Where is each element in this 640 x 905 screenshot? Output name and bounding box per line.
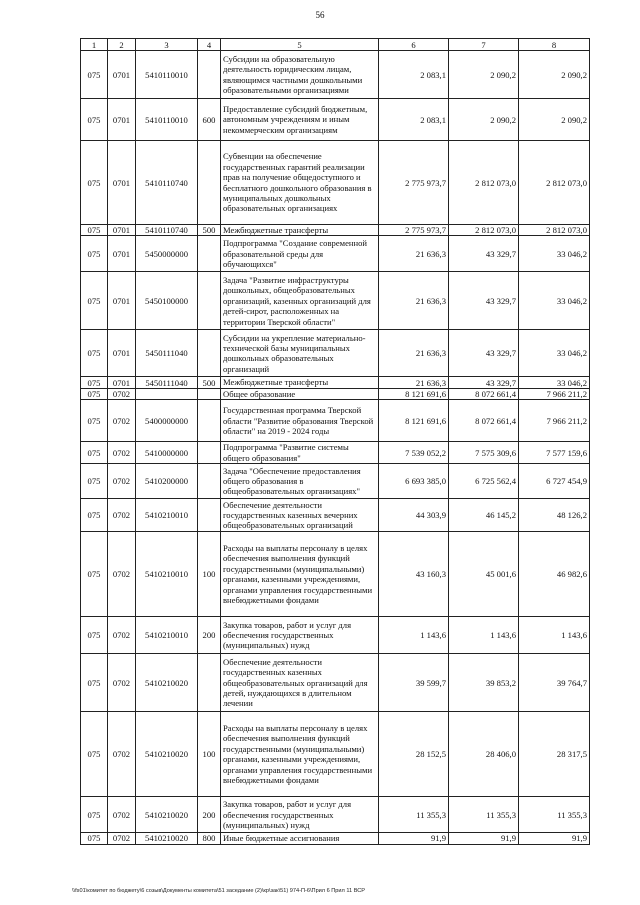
cell-section: 0701 (108, 330, 136, 377)
cell-section: 0702 (108, 654, 136, 712)
file-path-footer: \\fs01\комитет по бюджету\6 созыв\Документы комитета\51 заседание (2)\кр\зак\51) 974-П-6\Прил 6 Прил 11 ВСР (72, 888, 366, 894)
cell-ministry: 075 (81, 532, 108, 617)
cell-amount-year1: 21 636,3 (379, 377, 449, 388)
cell-amount-year2: 2 090,2 (449, 99, 519, 141)
cell-description: Субвенции на обеспечение государственных гарантий реализации прав на получение общедоступного и бесплатного дошкольного образования в муниципальных дошкольных образовательных организациях (221, 141, 379, 225)
table-row (81, 499, 590, 532)
cell-amount-year3: 33 046,2 (519, 272, 590, 330)
cell-amount-year2: 6 725 562,4 (449, 464, 519, 499)
table-row (81, 797, 590, 833)
cell-amount-year1: 8 121 691,6 (379, 400, 449, 442)
cell-ministry: 075 (81, 272, 108, 330)
cell-amount-year1: 91,9 (379, 833, 449, 844)
cell-section: 0702 (108, 499, 136, 532)
cell-description: Межбюджетные трансферты (221, 377, 379, 388)
cell-expense-type: 800 (198, 833, 221, 844)
table-row (81, 51, 590, 99)
cell-amount-year2: 2 812 073,0 (449, 225, 519, 236)
table-row (81, 272, 590, 330)
cell-amount-year2: 8 072 661,4 (449, 400, 519, 442)
cell-target-article: 5450100000 (136, 272, 198, 330)
cell-target-article: 5410000000 (136, 442, 198, 464)
cell-amount-year2: 43 329,7 (449, 330, 519, 377)
cell-expense-type (198, 272, 221, 330)
cell-target-article: 5410210020 (136, 712, 198, 797)
cell-ministry: 075 (81, 388, 108, 399)
cell-amount-year2: 7 575 309,6 (449, 442, 519, 464)
cell-description: Субсидии на укрепление материально-технической базы муниципальных дошкольных образовательных организаций (221, 330, 379, 377)
cell-amount-year3: 6 727 454,9 (519, 464, 590, 499)
cell-amount-year3: 2 812 073,0 (519, 225, 590, 236)
cell-section: 0702 (108, 464, 136, 499)
cell-expense-type (198, 236, 221, 272)
cell-amount-year1: 6 693 385,0 (379, 464, 449, 499)
cell-amount-year3: 2 812 073,0 (519, 141, 590, 225)
cell-target-article: 5410200000 (136, 464, 198, 499)
cell-amount-year2: 2 812 073,0 (449, 141, 519, 225)
cell-target-article: 5410210020 (136, 797, 198, 833)
cell-ministry: 075 (81, 464, 108, 499)
cell-target-article: 5450111040 (136, 330, 198, 377)
cell-amount-year3: 48 126,2 (519, 499, 590, 532)
cell-description: Обеспечение деятельности государственных казенных вечерних общеобразовательных организаций (221, 499, 379, 532)
cell-section: 0702 (108, 833, 136, 844)
cell-amount-year3: 2 090,2 (519, 51, 590, 99)
cell-amount-year3: 33 046,2 (519, 330, 590, 377)
cell-amount-year2: 43 329,7 (449, 377, 519, 388)
cell-amount-year1: 21 636,3 (379, 330, 449, 377)
table-row (81, 141, 590, 225)
cell-target-article: 5410210010 (136, 617, 198, 654)
cell-expense-type: 200 (198, 617, 221, 654)
table-row (81, 330, 590, 377)
col-header-2: 2 (108, 39, 136, 51)
cell-expense-type (198, 330, 221, 377)
cell-amount-year3: 28 317,5 (519, 712, 590, 797)
cell-amount-year1: 8 121 691,6 (379, 388, 449, 399)
cell-amount-year2: 43 329,7 (449, 272, 519, 330)
cell-target-article (136, 388, 198, 399)
cell-amount-year2: 2 090,2 (449, 51, 519, 99)
cell-ministry: 075 (81, 712, 108, 797)
table-row (81, 654, 590, 712)
cell-amount-year3: 46 982,6 (519, 532, 590, 617)
cell-section: 0702 (108, 388, 136, 399)
cell-description: Общее образование (221, 388, 379, 399)
cell-expense-type (198, 51, 221, 99)
table-row (81, 833, 590, 844)
cell-expense-type (198, 388, 221, 399)
cell-expense-type (198, 464, 221, 499)
cell-amount-year1: 2 083,1 (379, 99, 449, 141)
cell-expense-type: 500 (198, 225, 221, 236)
table-row (81, 377, 590, 388)
cell-expense-type (198, 400, 221, 442)
cell-ministry: 075 (81, 99, 108, 141)
cell-description: Подпрограмма "Развитие системы общего образования" (221, 442, 379, 464)
cell-target-article: 5410210010 (136, 499, 198, 532)
col-header-1: 1 (81, 39, 108, 51)
cell-target-article: 5400000000 (136, 400, 198, 442)
cell-target-article: 5410210020 (136, 833, 198, 844)
cell-expense-type (198, 654, 221, 712)
cell-amount-year1: 43 160,3 (379, 532, 449, 617)
cell-amount-year1: 21 636,3 (379, 272, 449, 330)
cell-target-article: 5410110010 (136, 99, 198, 141)
col-header-3: 3 (136, 39, 198, 51)
cell-section: 0702 (108, 712, 136, 797)
cell-description: Предоставление субсидий бюджетным, автономным учреждениям и иным некоммерческим организациям (221, 99, 379, 141)
cell-description: Государственная программа Тверской области "Развитие образования Тверской области" на 2019 - 2024 годы (221, 400, 379, 442)
table-row (81, 99, 590, 141)
cell-expense-type (198, 499, 221, 532)
cell-amount-year3: 39 764,7 (519, 654, 590, 712)
cell-amount-year3: 7 577 159,6 (519, 442, 590, 464)
cell-ministry: 075 (81, 797, 108, 833)
table-row (81, 617, 590, 654)
table-row (81, 388, 590, 399)
cell-ministry: 075 (81, 400, 108, 442)
cell-amount-year3: 33 046,2 (519, 377, 590, 388)
cell-amount-year1: 7 539 052,2 (379, 442, 449, 464)
cell-ministry: 075 (81, 654, 108, 712)
cell-target-article: 5410210020 (136, 654, 198, 712)
cell-ministry: 075 (81, 51, 108, 99)
table-row (81, 712, 590, 797)
cell-amount-year3: 33 046,2 (519, 236, 590, 272)
cell-description: Подпрограмма "Создание современной образовательной среды для обучающихся" (221, 236, 379, 272)
cell-section: 0701 (108, 225, 136, 236)
cell-amount-year1: 44 303,9 (379, 499, 449, 532)
cell-expense-type: 200 (198, 797, 221, 833)
table-row (81, 225, 590, 236)
cell-amount-year1: 28 152,5 (379, 712, 449, 797)
cell-expense-type: 100 (198, 532, 221, 617)
col-header-8: 8 (519, 39, 590, 51)
cell-amount-year2: 43 329,7 (449, 236, 519, 272)
cell-expense-type (198, 442, 221, 464)
cell-amount-year1: 2 083,1 (379, 51, 449, 99)
header-row (81, 39, 590, 51)
cell-amount-year1: 2 775 973,7 (379, 225, 449, 236)
cell-description: Закупка товаров, работ и услуг для обеспечения государственных (муниципальных) нужд (221, 617, 379, 654)
cell-description: Расходы на выплаты персоналу в целях обеспечения выполнения функций государственными (муниципальными) органами, казенными учреждениями, органами управления государственными внебюджетными фондами (221, 532, 379, 617)
cell-amount-year2: 11 355,3 (449, 797, 519, 833)
cell-ministry: 075 (81, 442, 108, 464)
cell-amount-year1: 2 775 973,7 (379, 141, 449, 225)
cell-target-article: 5410210010 (136, 532, 198, 617)
cell-section: 0701 (108, 99, 136, 141)
cell-amount-year1: 1 143,6 (379, 617, 449, 654)
cell-description: Иные бюджетные ассигнования (221, 833, 379, 844)
budget-table (80, 38, 590, 845)
cell-ministry: 075 (81, 236, 108, 272)
cell-ministry: 075 (81, 377, 108, 388)
col-header-5: 5 (221, 39, 379, 51)
cell-section: 0702 (108, 532, 136, 617)
cell-ministry: 075 (81, 225, 108, 236)
cell-amount-year2: 8 072 661,4 (449, 388, 519, 399)
cell-section: 0702 (108, 617, 136, 654)
cell-description: Межбюджетные трансферты (221, 225, 379, 236)
cell-target-article: 5450111040 (136, 377, 198, 388)
cell-target-article: 5410110740 (136, 141, 198, 225)
cell-amount-year2: 45 001,6 (449, 532, 519, 617)
table-row (81, 532, 590, 617)
cell-expense-type: 600 (198, 99, 221, 141)
cell-amount-year2: 28 406,0 (449, 712, 519, 797)
cell-description: Задача "Развитие инфраструктуры дошкольных, общеобразовательных организаций, казенных организаций для детей-сирот, расположенных на территории Тверской области" (221, 272, 379, 330)
page-number: 56 (315, 10, 325, 20)
table-body (81, 51, 590, 845)
col-header-7: 7 (449, 39, 519, 51)
cell-expense-type: 100 (198, 712, 221, 797)
cell-ministry: 075 (81, 330, 108, 377)
cell-amount-year3: 2 090,2 (519, 99, 590, 141)
cell-amount-year2: 39 853,2 (449, 654, 519, 712)
cell-ministry: 075 (81, 617, 108, 654)
col-header-6: 6 (379, 39, 449, 51)
col-header-4: 4 (198, 39, 221, 51)
cell-section: 0701 (108, 141, 136, 225)
cell-section: 0701 (108, 377, 136, 388)
cell-amount-year2: 91,9 (449, 833, 519, 844)
cell-section: 0701 (108, 272, 136, 330)
cell-description: Закупка товаров, работ и услуг для обеспечения государственных (муниципальных) нужд (221, 797, 379, 833)
cell-target-article: 5410110740 (136, 225, 198, 236)
cell-section: 0702 (108, 442, 136, 464)
cell-description: Задача "Обеспечение предоставления общего образования в общеобразовательных организациях" (221, 464, 379, 499)
table-row (81, 400, 590, 442)
cell-target-article: 5450000000 (136, 236, 198, 272)
cell-amount-year2: 46 145,2 (449, 499, 519, 532)
cell-ministry: 075 (81, 141, 108, 225)
cell-ministry: 075 (81, 499, 108, 532)
table-row (81, 442, 590, 464)
cell-section: 0702 (108, 797, 136, 833)
cell-amount-year1: 39 599,7 (379, 654, 449, 712)
cell-target-article: 5410110010 (136, 51, 198, 99)
cell-amount-year2: 1 143,6 (449, 617, 519, 654)
cell-ministry: 075 (81, 833, 108, 844)
cell-section: 0702 (108, 400, 136, 442)
cell-amount-year3: 7 966 211,2 (519, 400, 590, 442)
cell-amount-year3: 7 966 211,2 (519, 388, 590, 399)
cell-amount-year3: 91,9 (519, 833, 590, 844)
cell-section: 0701 (108, 51, 136, 99)
cell-amount-year3: 1 143,6 (519, 617, 590, 654)
cell-description: Расходы на выплаты персоналу в целях обеспечения выполнения функций государственными (муниципальными) органами, казенными учреждениями, органами управления государственными внебюджетными фондами (221, 712, 379, 797)
cell-section: 0701 (108, 236, 136, 272)
cell-expense-type: 500 (198, 377, 221, 388)
table-row (81, 464, 590, 499)
cell-amount-year3: 11 355,3 (519, 797, 590, 833)
cell-amount-year1: 21 636,3 (379, 236, 449, 272)
cell-amount-year1: 11 355,3 (379, 797, 449, 833)
cell-description: Субсидии на образовательную деятельность юридическим лицам, являющимся частными дошкольными образовательными организациями (221, 51, 379, 99)
cell-description: Обеспечение деятельности государственных казенных общеобразовательных организаций для детей, нуждающихся в длительном лечении (221, 654, 379, 712)
table-row (81, 236, 590, 272)
cell-expense-type (198, 141, 221, 225)
